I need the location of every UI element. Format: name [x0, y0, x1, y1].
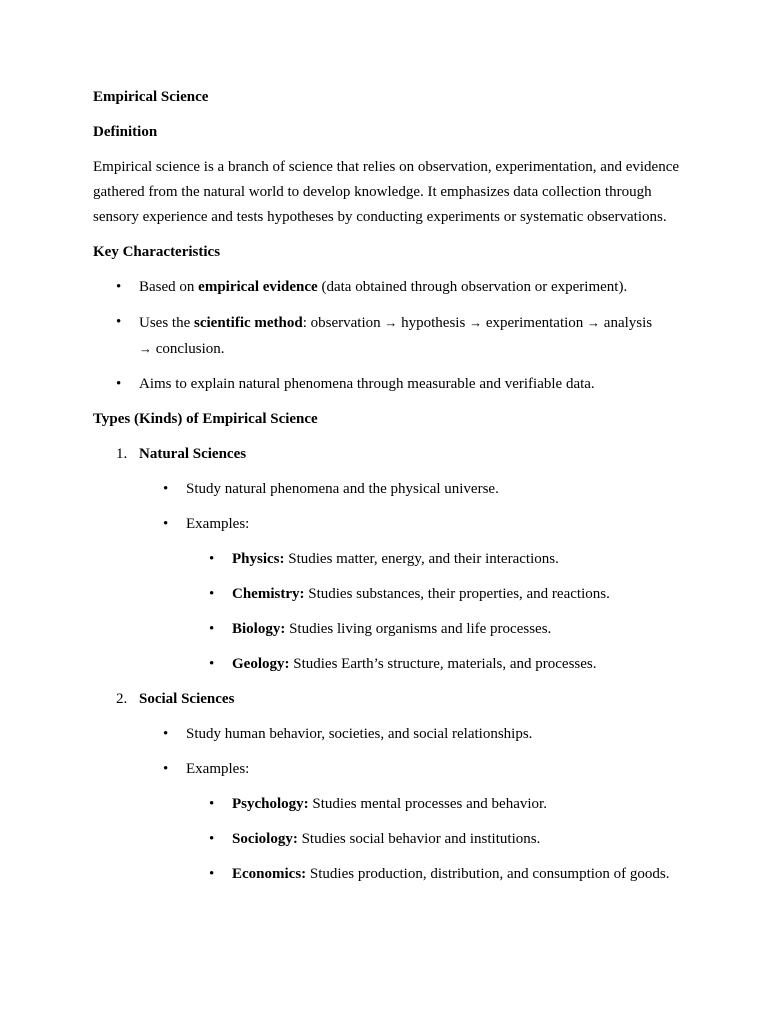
list-item: • Geology: Studies Earth’s structure, materials, and processes.: [93, 652, 683, 677]
bullet-icon: •: [209, 586, 215, 602]
arrow-icon: →: [469, 315, 483, 330]
arrow-icon: →: [139, 341, 152, 356]
document-title: Empirical Science: [93, 89, 209, 105]
bullet-icon: •: [163, 516, 169, 532]
bullet-icon: •: [116, 376, 122, 392]
list-item: • Study human behavior, societies, and social relationships.: [93, 722, 683, 747]
list-number: 1.: [116, 446, 128, 462]
bullet-icon: •: [209, 656, 215, 672]
list-item: • Examples:: [93, 512, 683, 537]
bullet-icon: •: [209, 796, 215, 812]
bullet-icon: •: [163, 726, 169, 742]
list-item: • Chemistry: Studies substances, their properties, and reactions.: [93, 582, 683, 607]
list-item: • Study natural phenomena and the physical universe.: [93, 477, 683, 502]
bullet-icon: •: [116, 314, 122, 330]
list-item: • Aims to explain natural phenomena through measurable and verifiable data.: [93, 372, 683, 397]
list-item: • Sociology: Studies social behavior and institutions.: [93, 827, 683, 852]
bullet-icon: •: [209, 551, 215, 567]
bullet-icon: •: [209, 866, 215, 882]
list-item: • Economics: Studies production, distribution, and consumption of goods.: [93, 862, 683, 887]
definition-heading: Definition: [93, 124, 158, 140]
list-item: • Physics: Studies matter, energy, and their interactions.: [93, 547, 683, 572]
list-item: • Examples:: [93, 757, 683, 782]
list-item: • Biology: Studies living organisms and life processes.: [93, 617, 683, 642]
list-item: • Based on empirical evidence (data obtained through observation or experiment).: [93, 275, 683, 300]
document-page: [93, 85, 683, 897]
bullet-icon: •: [209, 621, 215, 637]
bullet-icon: •: [163, 761, 169, 777]
definition-paragraph: Empirical science is a branch of science that relies on observation, experimentation, and evidence gathered from the natural world to develop knowledge. It emphasizes data collection through sensory experience and tests hypotheses by conducting experiments or systematic observations.: [93, 159, 680, 225]
bullet-icon: •: [209, 831, 215, 847]
numbered-item-social-sciences: 2. Social Sciences: [93, 687, 683, 712]
numbered-item-natural-sciences: 1. Natural Sciences: [93, 442, 683, 467]
bullet-icon: •: [163, 481, 169, 497]
bullet-icon: •: [116, 279, 122, 295]
list-item: • Psychology: Studies mental processes and behavior.: [93, 792, 683, 817]
key-characteristics-heading: Key Characteristics: [93, 244, 221, 260]
list-item: • Uses the scientific method: observation → hypothesis → experimentation → analysis → conclusion.: [93, 310, 683, 362]
arrow-icon: →: [587, 315, 601, 330]
list-number: 2.: [116, 691, 128, 707]
arrow-icon: →: [384, 315, 398, 330]
types-heading: Types (Kinds) of Empirical Science: [93, 411, 318, 427]
